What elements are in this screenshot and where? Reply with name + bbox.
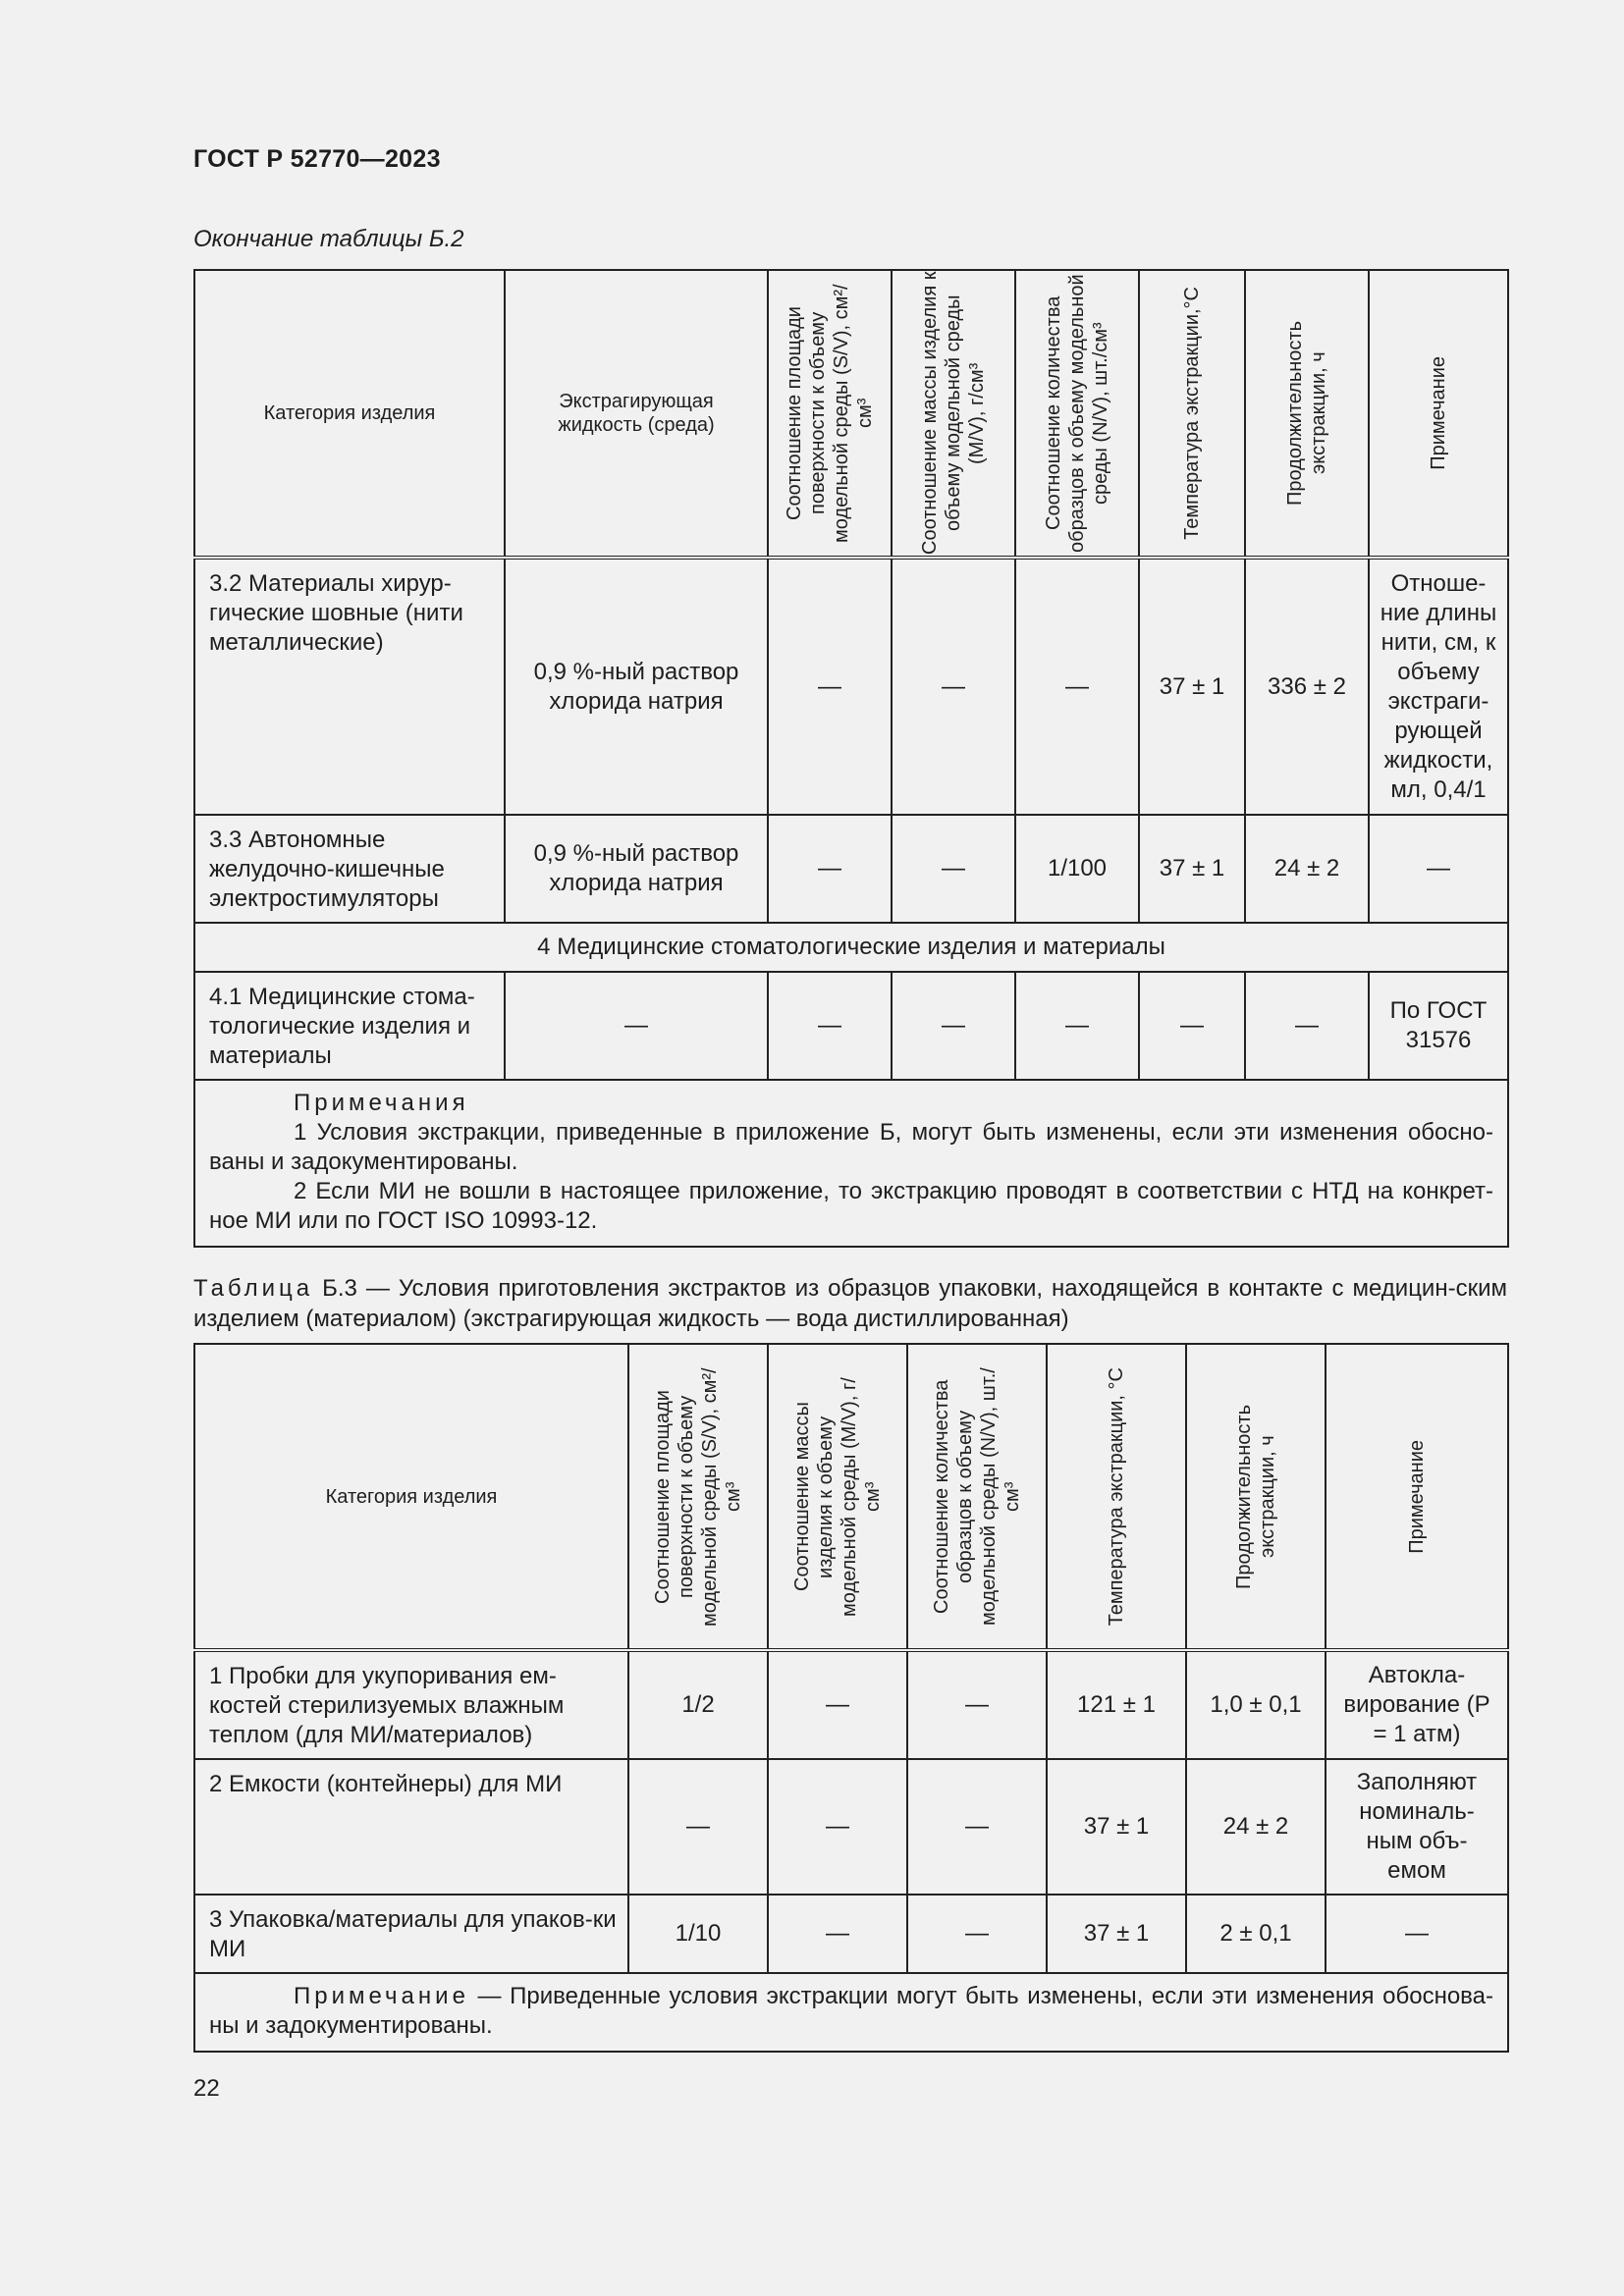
header-cell: Соотношение количества образцов к объему модельной среды (N/V), шт./см³ xyxy=(1015,270,1139,558)
nv-cell: — xyxy=(1015,558,1139,815)
mv-cell: — xyxy=(768,1895,907,1973)
category-cell: 3 Упаковка/материалы для упаков-ки МИ xyxy=(194,1895,628,1973)
notes-cell xyxy=(194,1973,1508,2052)
sv-cell: — xyxy=(768,558,892,815)
liquid-cell: 0,9 %-ный раствор хлорида натрия xyxy=(505,815,768,923)
header-cell: Экстрагирующая жидкость (среда) xyxy=(505,270,768,558)
notes-title: Примечания xyxy=(294,1090,469,1116)
note-cell: По ГОСТ 31576 xyxy=(1369,972,1508,1080)
header-cell: Категория изделия xyxy=(194,270,505,558)
header-cell: Примечание xyxy=(1326,1344,1508,1650)
table-row xyxy=(194,1895,1508,1973)
table-b3-caption xyxy=(193,1273,1507,1334)
table-b3-caption-label: Таблица xyxy=(193,1275,314,1302)
mv-cell: — xyxy=(768,1759,907,1895)
notes-row xyxy=(194,1080,1508,1247)
note-2: 2 Если МИ не вошли в настоящее приложение, то экстракцию проводят в соответствии с НТД на конкрет-ное МИ или по ГОСТ ISO 10993-12. xyxy=(209,1178,1493,1234)
liquid-cell: 0,9 %-ный раствор хлорида натрия xyxy=(505,558,768,815)
nv-cell: — xyxy=(907,1759,1047,1895)
header-cell: Температура экстракции,°С xyxy=(1139,270,1245,558)
notes-cell xyxy=(194,1080,1508,1247)
mv-cell: — xyxy=(768,1650,907,1759)
header-cell: Примечание xyxy=(1369,270,1508,558)
table-b3-caption-text: Б.3 — Условия приготовления экстрактов из образцов упаковки, находящейся в контакте с медицин-ским изделием (материалом) (экстрагирующая жидкость — вода дистиллированная) xyxy=(193,1275,1507,1332)
table-row xyxy=(194,815,1508,923)
nv-cell: 1/100 xyxy=(1015,815,1139,923)
header-cell: Соотношение массы изделия к объему модельной среды (M/V), г/см³ xyxy=(768,1344,907,1650)
note-text: — Приведенные условия экстракции могут быть изменены, если эти изменения обоснова-ны и задокументированы. xyxy=(209,1983,1493,2039)
table-row xyxy=(194,558,1508,815)
duration-cell: — xyxy=(1245,972,1369,1080)
category-cell: 3.2 Материалы хирур-гические шовные (нити металлические) xyxy=(194,558,505,815)
sv-cell: 1/10 xyxy=(628,1895,768,1973)
notes-row xyxy=(194,1973,1508,2052)
section-row xyxy=(194,923,1508,972)
category-cell: 2 Емкости (контейнеры) для МИ xyxy=(194,1759,628,1895)
note-1: 1 Условия экстракции, приведенные в приложение Б, могут быть изменены, если эти изменения обосно-ваны и задокументированы. xyxy=(209,1119,1493,1175)
nv-cell: — xyxy=(907,1895,1047,1973)
category-cell: 4.1 Медицинские стома-тологические изделия и материалы xyxy=(194,972,505,1080)
category-cell: 3.3 Автономные желудочно-кишечные электростимуляторы xyxy=(194,815,505,923)
header-cell: Продолжительность экстракции, ч xyxy=(1186,1344,1326,1650)
mv-cell: — xyxy=(892,972,1015,1080)
document-header: ГОСТ Р 52770—2023 xyxy=(193,145,441,173)
table-row xyxy=(194,1759,1508,1895)
header-cell: Соотношение массы изделия к объему модельной среды (M/V), г/см³ xyxy=(892,270,1015,558)
note-cell: Отноше-ние длины нити, см, к объему экстраги-рующей жидкости, мл, 0,4/1 xyxy=(1369,558,1508,815)
note-cell: — xyxy=(1369,815,1508,923)
sv-cell: 1/2 xyxy=(628,1650,768,1759)
section-heading: 4 Медицинские стоматологические изделия и материалы xyxy=(194,923,1508,972)
nv-cell: — xyxy=(1015,972,1139,1080)
header-cell: Температура экстракции, °С xyxy=(1047,1344,1186,1650)
mv-cell: — xyxy=(892,558,1015,815)
note-cell: Автокла-вирование (P = 1 атм) xyxy=(1326,1650,1508,1759)
header-cell: Соотношение площади поверхности к объему модельной среды (S/V), см²/см³ xyxy=(768,270,892,558)
duration-cell: 24 ± 2 xyxy=(1186,1759,1326,1895)
table-b2 xyxy=(193,269,1509,1248)
table-b2-continuation-caption: Окончание таблицы Б.2 xyxy=(193,226,464,252)
duration-cell: 336 ± 2 xyxy=(1245,558,1369,815)
table-b3-header-row xyxy=(194,1344,1508,1650)
header-cell: Соотношение площади поверхности к объему модельной среды (S/V), см²/см³ xyxy=(628,1344,768,1650)
temp-cell: 37 ± 1 xyxy=(1139,558,1245,815)
note-cell: — xyxy=(1326,1895,1508,1973)
sv-cell: — xyxy=(628,1759,768,1895)
note-label: Примечание xyxy=(294,1983,469,2009)
table-b2-header-row xyxy=(194,270,1508,558)
category-cell: 1 Пробки для укупоривания ем-костей стерилизуемых влажным теплом (для МИ/материалов) xyxy=(194,1650,628,1759)
duration-cell: 2 ± 0,1 xyxy=(1186,1895,1326,1973)
table-row xyxy=(194,1650,1508,1759)
temp-cell: 37 ± 1 xyxy=(1139,815,1245,923)
header-cell: Продолжительность экстракции, ч xyxy=(1245,270,1369,558)
header-cell: Соотношение количества образцов к объему модельной среды (N/V), шт./см³ xyxy=(907,1344,1047,1650)
temp-cell: 121 ± 1 xyxy=(1047,1650,1186,1759)
temp-cell: 37 ± 1 xyxy=(1047,1895,1186,1973)
temp-cell: 37 ± 1 xyxy=(1047,1759,1186,1895)
duration-cell: 1,0 ± 0,1 xyxy=(1186,1650,1326,1759)
note xyxy=(209,1982,1493,2041)
duration-cell: 24 ± 2 xyxy=(1245,815,1369,923)
header-cell: Категория изделия xyxy=(194,1344,628,1650)
table-row xyxy=(194,972,1508,1080)
nv-cell: — xyxy=(907,1650,1047,1759)
sv-cell: — xyxy=(768,972,892,1080)
temp-cell: — xyxy=(1139,972,1245,1080)
note-cell: Заполняют номиналь-ным объ-емом xyxy=(1326,1759,1508,1895)
mv-cell: — xyxy=(892,815,1015,923)
table-b3 xyxy=(193,1343,1509,2053)
sv-cell: — xyxy=(768,815,892,923)
page-number: 22 xyxy=(193,2075,220,2102)
liquid-cell: — xyxy=(505,972,768,1080)
